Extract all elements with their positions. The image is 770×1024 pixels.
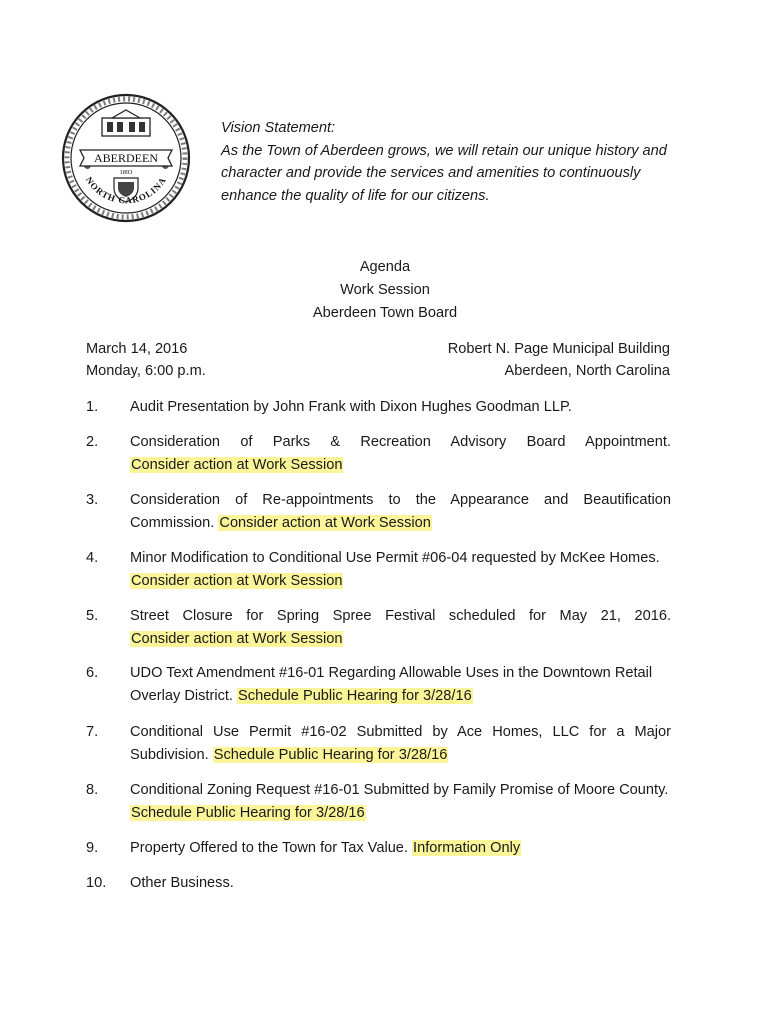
item-text: Audit Presentation by John Frank with Dixon Hughes Goodman LLP.: [130, 399, 572, 415]
item-action-highlight: Consider action at Work Session: [131, 572, 343, 589]
session-type: Work Session: [340, 282, 430, 298]
seal-state-text: NORTH CAROLINA: [83, 174, 169, 206]
meeting-location: Aberdeen, North Carolina: [504, 363, 670, 379]
item-number: 7.: [86, 724, 99, 740]
item-action-highlight: Information Only: [413, 840, 521, 856]
item-number: 5.: [86, 608, 99, 624]
item-number: 3.: [86, 492, 99, 508]
item-number: 8.: [86, 782, 99, 798]
item-number: 10.: [86, 875, 107, 891]
item-action-highlight: Schedule Public Hearing for 3/28/16: [213, 746, 448, 763]
meeting-building: Robert N. Page Municipal Building: [447, 341, 670, 357]
item-action-highlight: Schedule Public Hearing for 3/28/16: [238, 687, 472, 704]
item-text: Other Business.: [130, 875, 234, 891]
vision-line: As the Town of Aberdeen grows, we will retain our unique history and: [221, 142, 667, 159]
item-text: Street Closure for Spring Spree Festival scheduled for May 21, 2016.: [130, 608, 671, 624]
item-number: 4.: [86, 550, 99, 566]
item-text: Minor Modification to Conditional Use Permit #06-04 requested by McKee Homes.: [130, 550, 660, 566]
vision-line: enhance the quality of life for our citizens.: [221, 187, 490, 204]
item-text: Consideration of Parks & Recreation Advisory Board Appointment.: [130, 434, 671, 450]
item-text: Consideration of Re-appointments to the Appearance and Beautification: [130, 492, 671, 508]
seal-graphic: [60, 92, 192, 224]
item-text: Commission.: [130, 514, 215, 531]
item-number: 9.: [86, 840, 99, 856]
board-name: Aberdeen Town Board: [312, 305, 458, 321]
item-text: UDO Text Amendment #16-01 Regarding Allowable Uses in the Downtown Retail: [130, 665, 653, 681]
vision-statement: [221, 117, 691, 207]
meeting-day-time: Monday, 6:00 p.m.: [86, 363, 206, 379]
seal-founded: 1893: [119, 169, 133, 176]
item-text: Property Offered to the Town for Tax Value.: [130, 840, 408, 856]
item-text: Overlay District.: [130, 687, 233, 704]
vision-title: Vision Statement:: [221, 120, 336, 136]
item-action-highlight: Consider action at Work Session: [131, 456, 343, 473]
item-text: Conditional Use Permit #16-02 Submitted by Ace Homes, LLC for a Major: [130, 724, 671, 740]
item-action-highlight: Consider action at Work Session: [219, 514, 431, 531]
item-text: Conditional Zoning Request #16-01 Submitted by Family Promise of Moore County.: [130, 782, 669, 798]
vision-line: character and provide the services and amenities to continuously: [221, 165, 641, 181]
item-text: Subdivision.: [130, 746, 209, 763]
item-number: 1.: [86, 399, 99, 415]
item-action-highlight: Consider action at Work Session: [131, 630, 343, 647]
item-number: 2.: [86, 434, 99, 450]
item-number: 6.: [86, 665, 99, 681]
agenda-title: Agenda: [359, 259, 411, 275]
meeting-date: March 14, 2016: [86, 341, 188, 357]
seal-town-name: ABERDEEN: [94, 151, 158, 165]
item-action-highlight: Schedule Public Hearing for 3/28/16: [131, 804, 365, 821]
town-seal: [60, 92, 192, 224]
